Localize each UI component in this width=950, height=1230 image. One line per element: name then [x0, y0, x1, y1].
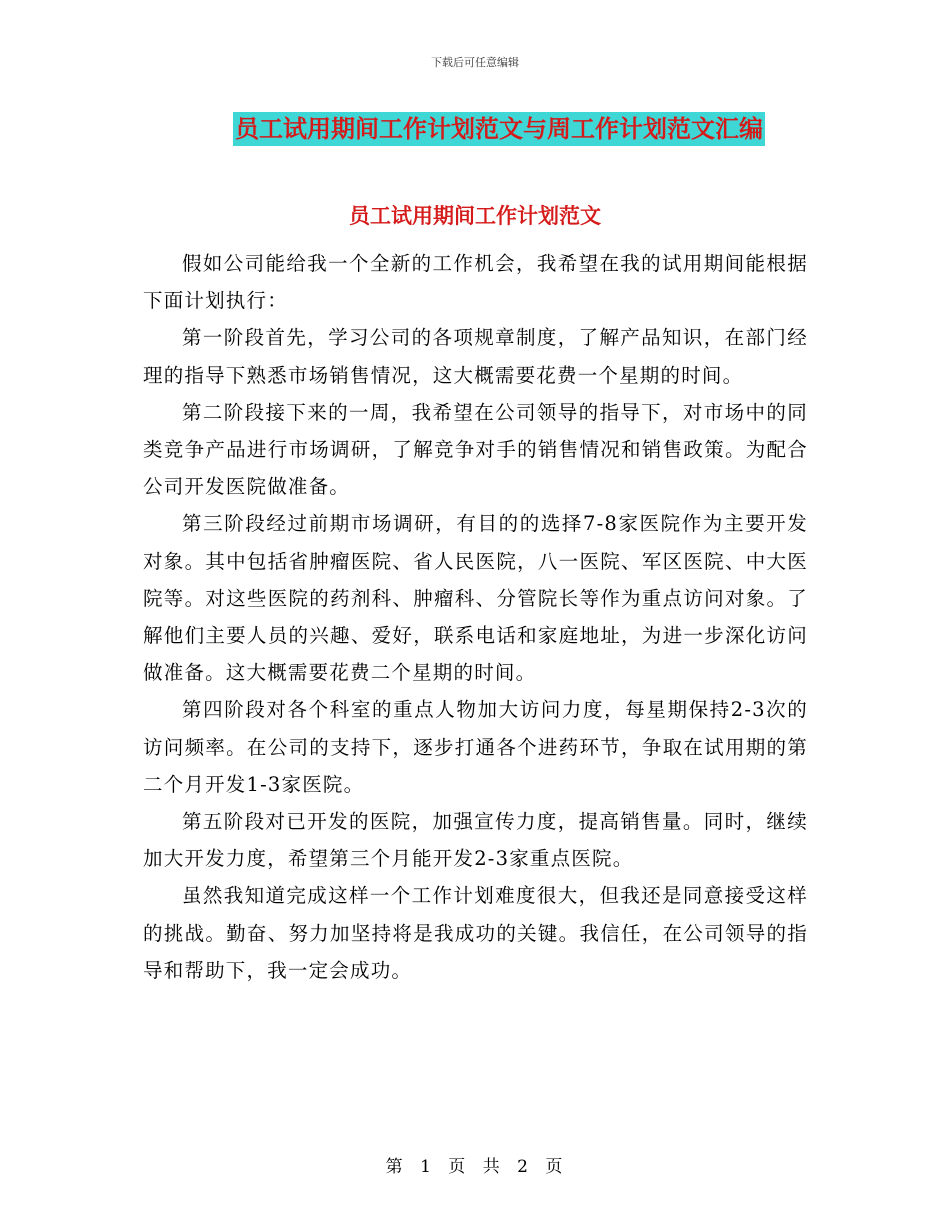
paragraph: 虽然我知道完成这样一个工作计划难度很大，但我还是同意接受这样的挑战。勤奋、努力加坚持将是我成功的关键。我信任，在公司领导的指导和帮助下，我一定会成功。: [143, 884, 808, 982]
paragraph: 假如公司能给我一个全新的工作机会，我希望在我的试用期间能根据下面计划执行：: [143, 252, 808, 313]
header-note: 下载后可任意编辑: [431, 56, 519, 69]
paragraph: 第四阶段对各个科室的重点人物加大访问力度，每星期保持2-3次的访问频率。在公司的支持下，逐步打通各个进药环节，争取在试用期的第二个月开发1-3家医院。: [143, 698, 808, 796]
page-footer: 第 1 页 共 2 页: [385, 1157, 565, 1177]
paragraph: 第三阶段经过前期市场调研，有目的的选择7-8家医院作为主要开发对象。其中包括省肿瘤医院、省人民医院，八一医院、军区医院、中大医院等。对这些医院的药剂科、肿瘤科、分管院长等作为重点访问对象。了解他们主要人员的兴趣、爱好，联系电话和家庭地址，为进一步深化访问做准备。这大概需要花费二个星期的时间。: [143, 512, 808, 685]
doc-title: 员工试用期间工作计划范文与周工作计划范文汇编: [233, 112, 765, 146]
body-text: [143, 245, 808, 989]
section-title: 员工试用期间工作计划范文: [349, 204, 601, 228]
paragraph: 第一阶段首先，学习公司的各项规章制度，了解产品知识，在部门经理的指导下熟悉市场销售情况，这大概需要花费一个星期的时间。: [143, 326, 808, 387]
doc-title-container: [0, 112, 950, 146]
paragraph: 第二阶段接下来的一周，我希望在公司领导的指导下，对市场中的同类竞争产品进行市场调研，了解竞争对手的销售情况和销售政策。为配合公司开发医院做准备。: [143, 400, 808, 499]
paragraph: 第五阶段对已开发的医院，加强宣传力度，提高销售量。同时，继续加大开发力度，希望第三个月能开发2-3家重点医院。: [143, 810, 808, 871]
